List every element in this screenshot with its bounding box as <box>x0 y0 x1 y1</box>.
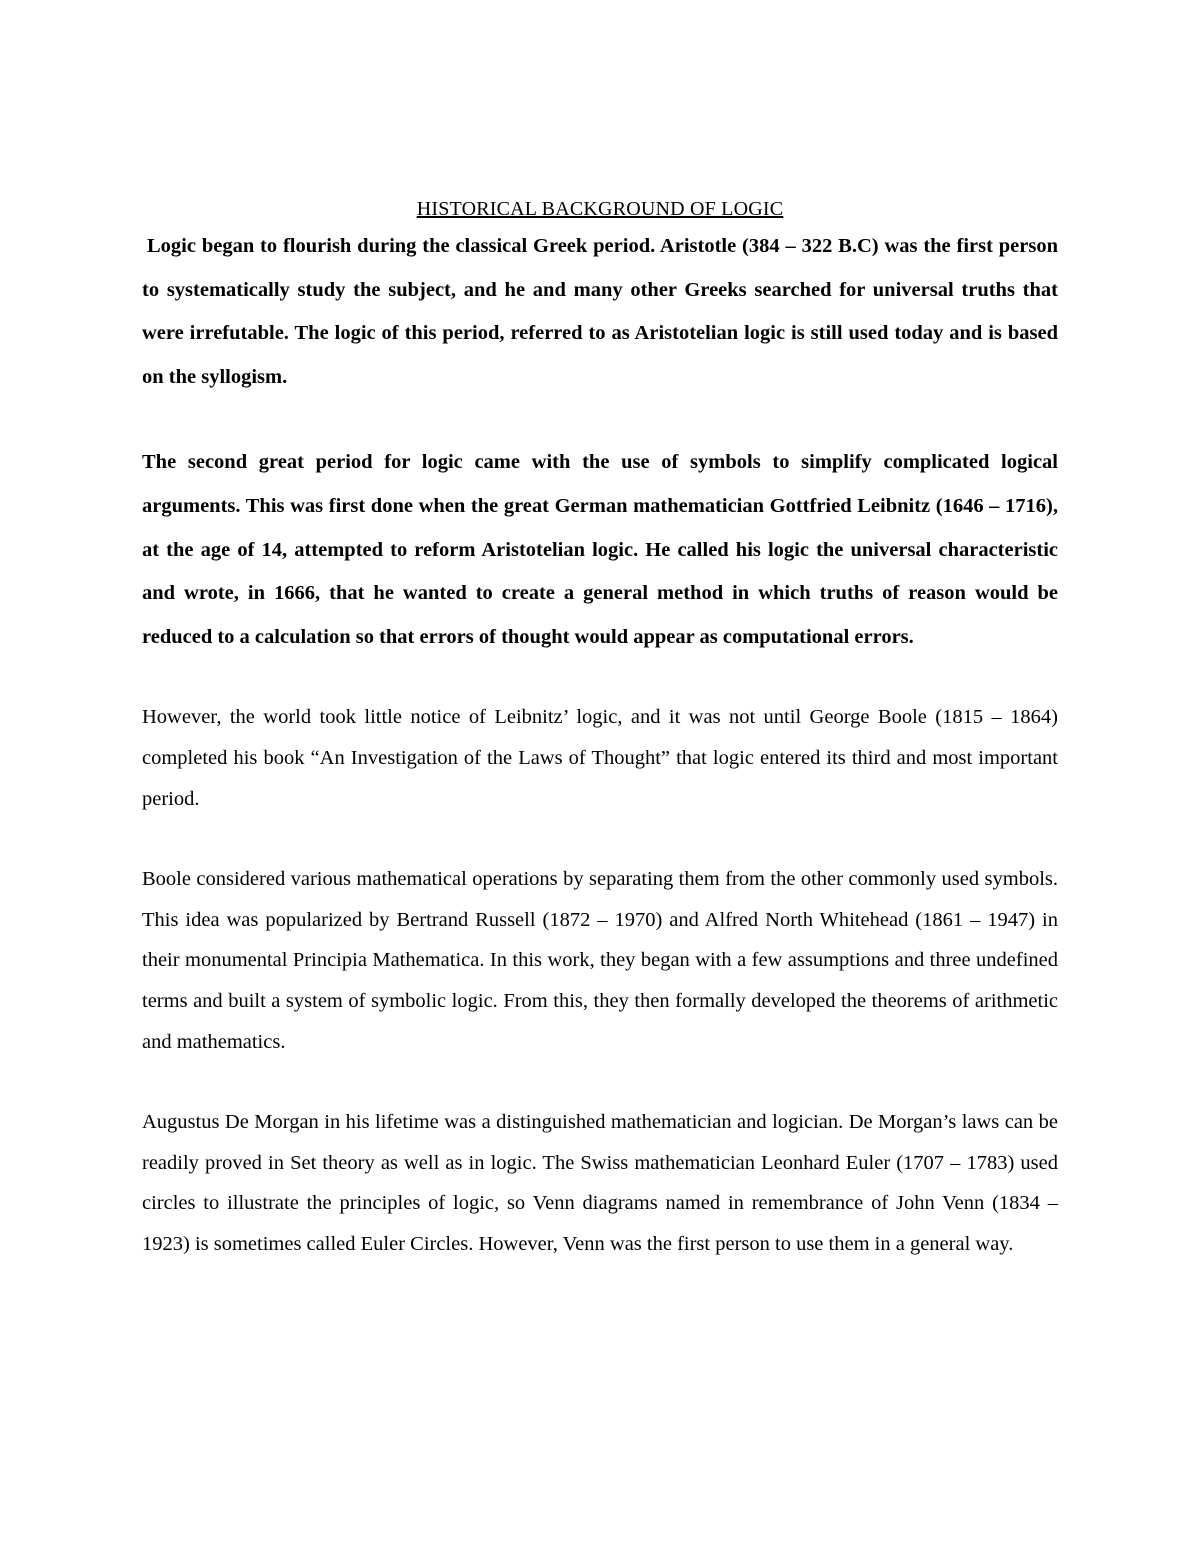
paragraph-principia-mathematica: Boole considered various mathematical operations by separating them from the other commonly used symbols. This idea was popularized by Bertrand Russell (1872 – 1970) and Alfred North Whitehead (1861 – 1947) in their monumental Principia Mathematica. In this work, they began with a few assumptions and three undefined terms and built a system of symbolic logic. From this, they then formally developed the theorems of arithmetic and mathematics. <box>142 867 1058 1053</box>
document-body <box>142 194 1058 1265</box>
document-title: HISTORICAL BACKGROUND OF LOGIC <box>416 198 784 220</box>
paragraph-aristotelian-logic: Logic began to flourish during the classical Greek period. Aristotle (384 – 322 B.C) was the first person to systematically study the subject, and he and many other Greeks searched for universal truths that were irrefutable. The logic of this period, referred to as Aristotelian logic is still used today and is based on the syllogism. <box>142 235 1058 388</box>
paragraph-symbolic-period: The second great period for logic came with the use of symbols to simplify complicated logical arguments. This was first done when the great German mathematician Gottfried Leibnitz (1646 – 1716), at the age of 14, attempted to reform Aristotelian logic. He called his logic the universal characteristic and wrote, in 1666, that he wanted to create a general method in which truths of reason would be reduced to a calculation so that errors of thought would appear as computational errors. <box>142 451 1058 648</box>
paragraph-george-boole: However, the world took little notice of Leibnitz’ logic, and it was not until George Boole (1815 – 1864) completed his book “An Investigation of the Laws of Thought” that logic entered its third and most important period. <box>142 706 1058 810</box>
paragraph-de-morgan-venn: Augustus De Morgan in his lifetime was a distinguished mathematician and logician. De Morgan’s laws can be readily proved in Set theory as well as in logic. The Swiss mathematician Leonhard Euler (1707 – 1783) used circles to illustrate the principles of logic, so Venn diagrams named in remembrance of John Venn (1834 – 1923) is sometimes called Euler Circles. However, Venn was the first person to use them in a general way. <box>142 1110 1058 1256</box>
